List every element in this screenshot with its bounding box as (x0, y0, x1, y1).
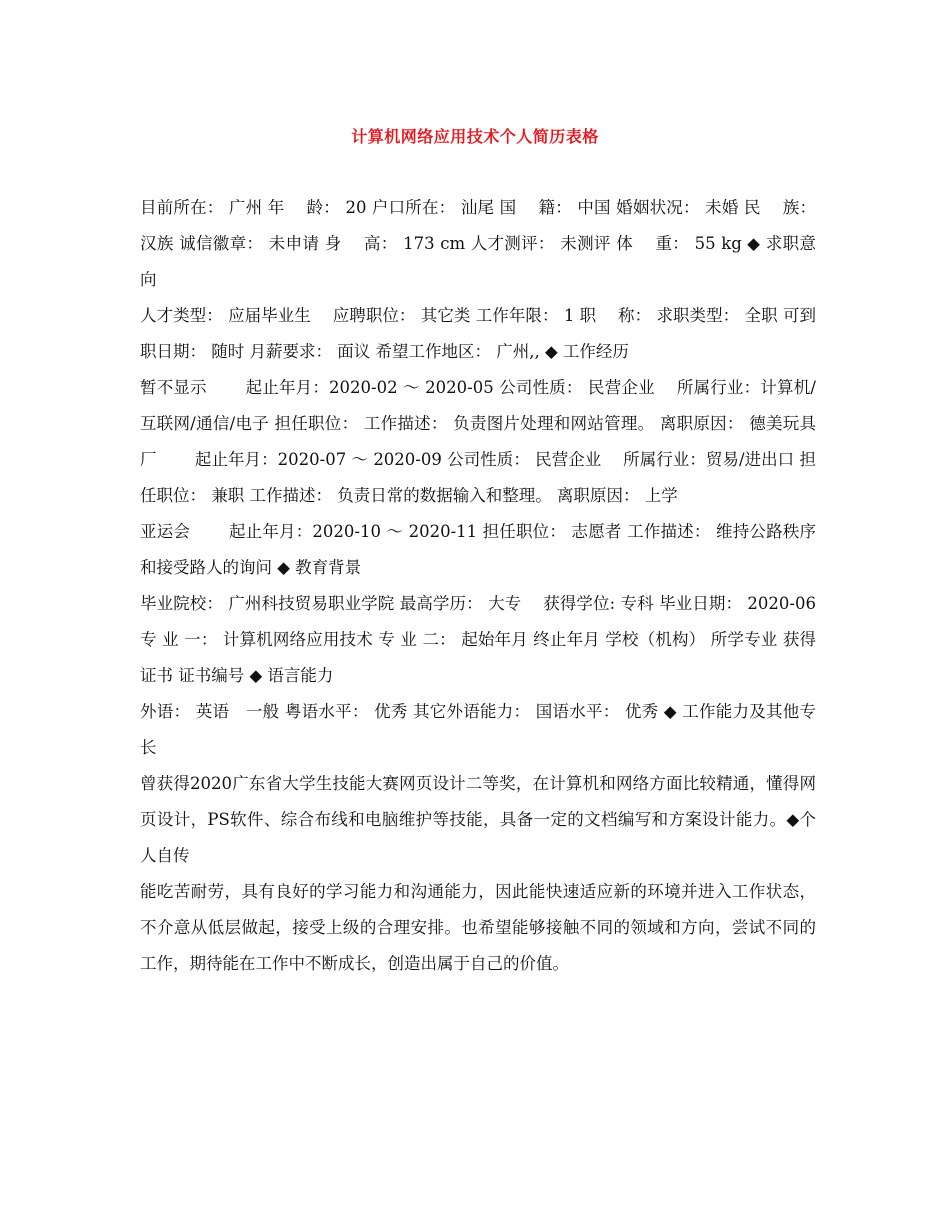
page-title: 计算机网络应用技术个人简历表格 (351, 127, 599, 146)
paragraph-basic-info: 目前所在： 广州 年 龄： 20 户口所在： 汕尾 国 籍： 中国 婚姻状况： 未婚 民 族： 汉族 诚信徽章： 未申请 身 高： 173 cm 人才测评： 未测评 体 重： 55 kg ◆ 求职意向 (140, 198, 816, 289)
paragraph-work-experience: 暂不显示 起止年月：2020-02 ～ 2020-05 公司性质： 民营企业 所属行业：计算机/互联网/通信/电子 担任职位： 工作描述： 负责图片处理和网站管理。 离职原因： 德美玩具厂 起止年月：2020-07 ～ 2020-09 公司性质： 民营企业 所属行业：贸易/进出口 担任职位： 兼职 工作描述： 负责日常的数据输入和整理。 离职原因： 上学 (140, 378, 816, 505)
paragraph-self-statement: 能吃苦耐劳，具有良好的学习能力和沟通能力，因此能快速适应新的环境并进入工作状态，不介意从低层做起，接受上级的合理安排。也希望能够接触不同的领域和方向，尝试不同的工作，期待能在工作中不断成长，创造出属于自己的价值。 (140, 882, 816, 973)
paragraph-skills: 曾获得2020广东省大学生技能大赛网页设计二等奖，在计算机和网络方面比较精通，懂得网页设计，PS软件、综合布线和电脑维护等技能，具备一定的文档编写和方案设计能力。◆个人自传 (140, 774, 816, 865)
paragraph-language: 外语： 英语 一般 粤语水平： 优秀 其它外语能力： 国语水平： 优秀 ◆ 工作能力及其他专长 (140, 702, 816, 757)
paragraph-job-intention: 人才类型： 应届毕业生 应聘职位： 其它类 工作年限： 1 职 称： 求职类型： 全职 可到职日期： 随时 月薪要求： 面议 希望工作地区： 广州,, ◆ 工作经历 (140, 306, 816, 361)
paragraph-volunteer: 亚运会 起止年月：2020-10 ～ 2020-11 担任职位： 志愿者 工作描述： 维持公路秩序和接受路人的询问 ◆ 教育背景 (140, 522, 816, 577)
paragraph-education: 毕业院校： 广州科技贸易职业学院 最高学历： 大专 获得学位: 专科 毕业日期： 2020-06 专 业 一： 计算机网络应用技术 专 业 二： 起始年月 终止年月 学校（机构） 所学专业 获得证书 证书编号 ◆ 语言能力 (140, 594, 816, 685)
document-body (140, 190, 816, 982)
